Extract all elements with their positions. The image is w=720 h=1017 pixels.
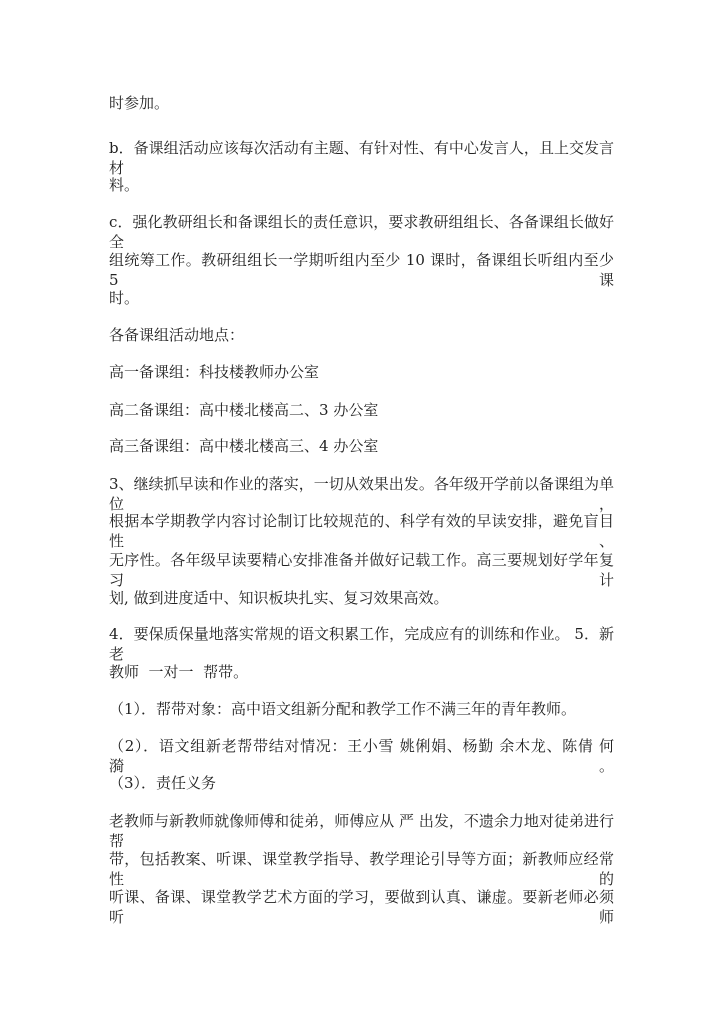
text-line: 听课、备课、课堂教学艺术方面的学习，要做到认真、谦虚。要新老师必须听师 (109, 888, 614, 926)
text-line: 高一备课组：科技楼教师办公室 (109, 363, 320, 381)
text-line: c．强化教研组长和备课组长的责任意识，要求教研组组长、各备课组长做好全 (109, 213, 614, 251)
text-line: 老教师与新教师就像师傅和徒弟，师傅应从 严 出发，不遗余力地对徒弟进行帮 (109, 812, 614, 850)
text-line: 高三备课组：高中楼北楼高三、4 办公室 (109, 437, 379, 455)
text-line: 组统筹工作。教研组组长一学期听组内至少 10 课时，备课组长听组内至少 5 课 (109, 251, 614, 289)
text-line: 各备课组活动地点： (109, 326, 245, 344)
text-line: 时参加。 (109, 94, 170, 112)
text-line: （2）．语文组新老帮带结对情况：王小雪 姚俐娟、杨勤 余木龙、陈倩 何漪。 (109, 737, 614, 775)
text-line: （3）．责任义务 (109, 774, 217, 792)
text-line: 根据本学期教学内容讨论制订比较规范的、科学有效的早读安排，避免盲目性、 (109, 512, 614, 550)
text-line: 教师 一对一 帮带。 (109, 663, 249, 681)
text-line: 高二备课组：高中楼北楼高二、3 办公室 (109, 401, 379, 419)
text-line: 时。 (109, 289, 140, 307)
text-line: 划, 做到进度适中、知识板块扎实、复习效果高效。 (109, 589, 449, 607)
text-line: 4．要保质保量地落实常规的语文积累工作，完成应有的训练和作业。 5．新老 (109, 625, 614, 663)
text-line: 料。 (109, 176, 140, 194)
text-line: （1）．帮带对象：高中语文组新分配和教学工作不满三年的青年教师。 (109, 700, 577, 718)
text-line: 3、继续抓早读和作业的落实，一切从效果出发。各年级开学前以备课组为单位， (109, 475, 614, 513)
text-line: 带，包括教案、听课、课堂教学指导、教学理论引导等方面；新教师应经常性的 (109, 850, 614, 888)
text-line: 无序性。各年级早读要精心安排准备并做好记载工作。高三要规划好学年复习计 (109, 551, 614, 589)
text-line: b．备课组活动应该每次活动有主题、有针对性、有中心发言人，且上交发言材 (109, 139, 614, 177)
